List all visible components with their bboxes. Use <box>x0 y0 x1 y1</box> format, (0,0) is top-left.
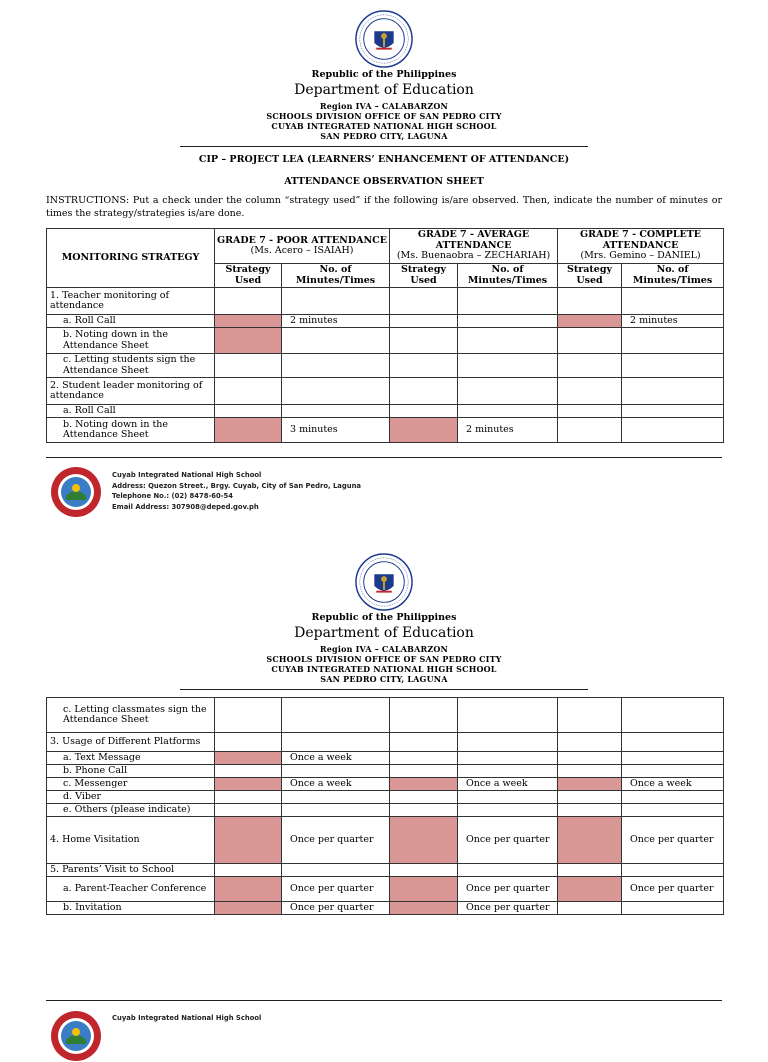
division-line: SCHOOLS DIVISION OFFICE OF SAN PEDRO CITY <box>266 111 502 121</box>
minutes-cell <box>458 288 558 315</box>
table-row <box>47 902 724 915</box>
group-title: GRADE 7 - POOR ATTENDANCE <box>217 234 387 246</box>
strategy-used-cell <box>390 804 458 817</box>
strategy-used-cell <box>215 354 282 378</box>
table-row <box>47 864 724 877</box>
minutes-cell <box>282 864 390 877</box>
minutes-cell: Once a week <box>458 778 558 791</box>
minutes-cell <box>458 354 558 378</box>
minutes-cell <box>622 752 724 765</box>
minutes-cell <box>622 804 724 817</box>
minutes-cell <box>458 752 558 765</box>
strategy-used-cell <box>558 752 622 765</box>
strategy-used-cell <box>390 733 458 752</box>
minutes-cell <box>282 328 390 354</box>
minutes-header: No. of Minutes/Times <box>458 264 558 288</box>
minutes-cell <box>458 315 558 328</box>
table-row <box>47 354 724 378</box>
footer-telephone: Telephone No.: (02) 8478-60-54 <box>112 492 234 500</box>
minutes-cell: Once per quarter <box>458 902 558 915</box>
table-row <box>47 698 724 733</box>
table-row <box>47 778 724 791</box>
strategy-used-cell <box>215 733 282 752</box>
minutes-cell <box>282 765 390 778</box>
minutes-cell <box>622 405 724 418</box>
strategy-used-cell <box>390 877 458 902</box>
table-row <box>47 315 724 328</box>
strategy-used-cell <box>215 765 282 778</box>
strategy-label: a. Roll Call <box>47 315 215 328</box>
minutes-cell: Once per quarter <box>282 877 390 902</box>
department-name: Department of Education <box>294 625 474 641</box>
observation-table-page-2 <box>46 697 724 915</box>
strategy-used-cell <box>558 288 622 315</box>
strategy-label: 3. Usage of Different Platforms <box>47 733 215 752</box>
division-line: SCHOOLS DIVISION OFFICE OF SAN PEDRO CITY <box>266 654 502 664</box>
city-line: SAN PEDRO CITY, LAGUNA <box>320 674 448 684</box>
strategy-used-cell <box>558 765 622 778</box>
strategy-used-cell <box>558 328 622 354</box>
footer-divider <box>46 457 722 458</box>
minutes-cell <box>458 765 558 778</box>
strategy-label: b. Phone Call <box>47 765 215 778</box>
group-title: GRADE 7 - AVERAGE ATTENDANCE <box>417 229 530 251</box>
group-header-average <box>390 229 558 264</box>
strategy-used-header: Strategy Used <box>215 264 282 288</box>
minutes-cell: Once a week <box>622 778 724 791</box>
sheet-title: ATTENDANCE OBSERVATION SHEET <box>284 176 484 187</box>
strategy-label: b. Noting down in the Attendance Sheet <box>47 418 215 443</box>
minutes-cell <box>458 791 558 804</box>
table-row <box>47 328 724 354</box>
strategy-used-cell <box>390 778 458 791</box>
republic-line: Republic of the Philippines <box>311 69 457 80</box>
minutes-cell <box>282 378 390 405</box>
strategy-used-cell <box>390 698 458 733</box>
strategy-used-header: Strategy Used <box>390 264 458 288</box>
table-row <box>47 733 724 752</box>
strategy-used-cell <box>390 288 458 315</box>
minutes-cell: Once per quarter <box>458 817 558 864</box>
strategy-used-cell <box>390 752 458 765</box>
letterhead-divider <box>180 146 588 147</box>
strategy-used-cell <box>558 405 622 418</box>
minutes-cell <box>458 698 558 733</box>
minutes-cell: Once a week <box>282 752 390 765</box>
minutes-cell <box>458 864 558 877</box>
footer-address: Address: Quezon Street., Brgy. Cuyab, City of San Pedro, Laguna <box>112 481 362 490</box>
strategy-used-cell <box>215 778 282 791</box>
strategy-used-cell <box>215 902 282 915</box>
group-teacher: (Ms. Acero – ISAIAH) <box>250 245 354 256</box>
strategy-used-cell <box>390 354 458 378</box>
minutes-cell: Once a week <box>282 778 390 791</box>
strategy-used-cell <box>558 877 622 902</box>
region-line: Region IVA – CALABARZON <box>319 644 449 654</box>
school-logo-icon <box>50 1010 102 1062</box>
strategy-used-cell <box>390 864 458 877</box>
table-row <box>47 877 724 902</box>
minutes-cell: 2 minutes <box>282 315 390 328</box>
strategy-label: a. Parent-Teacher Conference <box>47 877 215 902</box>
strategy-used-cell <box>215 288 282 315</box>
minutes-cell: Once per quarter <box>458 877 558 902</box>
strategy-label: b. Noting down in the Attendance Sheet <box>47 328 215 354</box>
table-row <box>47 288 724 315</box>
strategy-used-cell <box>215 418 282 443</box>
table-row <box>47 378 724 405</box>
minutes-cell: 2 minutes <box>458 418 558 443</box>
minutes-header: No. of Minutes/Times <box>622 264 724 288</box>
minutes-cell <box>282 804 390 817</box>
strategy-label: b. Invitation <box>47 902 215 915</box>
deped-seal-icon <box>355 553 413 611</box>
minutes-cell <box>622 791 724 804</box>
strategy-used-cell <box>558 791 622 804</box>
strategy-used-cell <box>215 378 282 405</box>
minutes-cell <box>622 418 724 443</box>
strategy-used-cell <box>390 418 458 443</box>
group-teacher: (Ms. Buenaobra – ZECHARIAH) <box>396 250 551 262</box>
school-line: CUYAB INTEGRATED NATIONAL HIGH SCHOOL <box>271 121 497 131</box>
strategy-label: c. Messenger <box>47 778 215 791</box>
table-row <box>47 418 724 443</box>
strategy-label: 2. Student leader monitoring of attendance <box>47 378 215 405</box>
republic-line: Republic of the Philippines <box>311 612 457 623</box>
table-row <box>47 405 724 418</box>
strategy-used-cell <box>558 418 622 443</box>
strategy-used-cell <box>558 804 622 817</box>
strategy-used-cell <box>558 864 622 877</box>
strategy-used-cell <box>558 315 622 328</box>
footer-info <box>112 470 361 512</box>
table-row <box>47 765 724 778</box>
strategy-used-cell <box>558 354 622 378</box>
minutes-cell <box>282 733 390 752</box>
project-title: CIP – PROJECT LEA (LEARNERS’ ENHANCEMENT OF ATTENDANCE) <box>198 154 570 165</box>
minutes-cell: Once per quarter <box>282 902 390 915</box>
minutes-cell: 3 minutes <box>282 418 390 443</box>
deped-seal-icon <box>355 10 413 68</box>
strategy-used-header: Strategy Used <box>558 264 622 288</box>
strategy-used-cell <box>390 817 458 864</box>
minutes-cell: Once per quarter <box>622 817 724 864</box>
footer-email: Email Address: 307908@deped.gov.ph <box>112 502 259 511</box>
strategy-used-cell <box>215 315 282 328</box>
strategy-used-cell <box>390 378 458 405</box>
minutes-cell <box>282 698 390 733</box>
minutes-cell: Once per quarter <box>282 817 390 864</box>
table-row <box>47 817 724 864</box>
strategy-used-cell <box>390 765 458 778</box>
strategy-used-cell <box>558 902 622 915</box>
strategy-used-cell <box>215 817 282 864</box>
letterhead <box>0 612 768 684</box>
strategy-used-cell <box>215 791 282 804</box>
footer-info <box>112 1013 261 1024</box>
strategy-label: 4. Home Visitation <box>47 817 215 864</box>
strategy-used-cell <box>215 804 282 817</box>
school-logo-icon <box>50 466 102 518</box>
minutes-cell <box>622 864 724 877</box>
minutes-cell <box>282 791 390 804</box>
strategy-used-cell <box>215 877 282 902</box>
minutes-cell <box>622 378 724 405</box>
strategy-label: d. Viber <box>47 791 215 804</box>
minutes-cell <box>282 288 390 315</box>
group-header-complete <box>558 229 724 264</box>
strategy-label: a. Text Message <box>47 752 215 765</box>
minutes-cell <box>622 328 724 354</box>
strategy-used-cell <box>215 698 282 733</box>
strategy-label: c. Letting classmates sign the Attendance Sheet <box>47 698 215 733</box>
strategy-label: 1. Teacher monitoring of attendance <box>47 288 215 315</box>
strategy-used-cell <box>215 752 282 765</box>
strategy-used-cell <box>558 778 622 791</box>
letterhead-divider <box>180 689 588 690</box>
footer-school: Cuyab Integrated National High School <box>112 1014 262 1022</box>
minutes-cell <box>622 698 724 733</box>
department-name: Department of Education <box>294 82 474 98</box>
strategy-used-cell <box>558 817 622 864</box>
minutes-cell <box>622 733 724 752</box>
strategy-used-cell <box>390 405 458 418</box>
group-title: GRADE 7 - COMPLETE ATTENDANCE <box>579 229 702 251</box>
footer-school: Cuyab Integrated National High School <box>112 471 262 479</box>
region-line: Region IVA – CALABARZON <box>319 101 449 111</box>
minutes-cell <box>282 405 390 418</box>
minutes-cell: Once per quarter <box>622 877 724 902</box>
minutes-cell <box>622 288 724 315</box>
strategy-used-cell <box>558 733 622 752</box>
minutes-cell <box>458 328 558 354</box>
strategy-used-cell <box>390 328 458 354</box>
group-header-poor <box>215 229 390 264</box>
minutes-cell <box>458 378 558 405</box>
minutes-cell <box>458 405 558 418</box>
minutes-cell <box>622 765 724 778</box>
strategy-used-cell <box>215 864 282 877</box>
strategy-used-cell <box>215 405 282 418</box>
city-line: SAN PEDRO CITY, LAGUNA <box>320 131 448 141</box>
strategy-used-cell <box>558 378 622 405</box>
table-row <box>47 804 724 817</box>
monitoring-strategy-header: MONITORING STRATEGY <box>47 229 215 288</box>
strategy-used-cell <box>390 315 458 328</box>
strategy-used-cell <box>390 791 458 804</box>
minutes-cell <box>622 354 724 378</box>
strategy-label: a. Roll Call <box>47 405 215 418</box>
observation-table-page-1 <box>46 228 724 443</box>
strategy-label: c. Letting students sign the Attendance Sheet <box>47 354 215 378</box>
minutes-header: No. of Minutes/Times <box>282 264 390 288</box>
strategy-used-cell <box>215 328 282 354</box>
letterhead <box>0 69 768 141</box>
footer-divider <box>46 1000 722 1001</box>
minutes-cell <box>282 354 390 378</box>
strategy-label: e. Others (please indicate) <box>47 804 215 817</box>
strategy-used-cell <box>558 698 622 733</box>
school-line: CUYAB INTEGRATED NATIONAL HIGH SCHOOL <box>271 664 497 674</box>
minutes-cell <box>458 733 558 752</box>
minutes-cell: 2 minutes <box>622 315 724 328</box>
group-teacher: (Mrs. Gemino – DANIEL) <box>580 250 701 262</box>
strategy-label: 5. Parents’ Visit to School <box>47 864 215 877</box>
table-row <box>47 791 724 804</box>
strategy-used-cell <box>390 902 458 915</box>
instructions: INSTRUCTIONS: Put a check under the column “strategy used” if the following is/are observed. Then, indicate the number of minutes or times the strategy/strategies is/are done. <box>46 195 722 219</box>
minutes-cell <box>622 902 724 915</box>
table-row <box>47 752 724 765</box>
minutes-cell <box>458 804 558 817</box>
